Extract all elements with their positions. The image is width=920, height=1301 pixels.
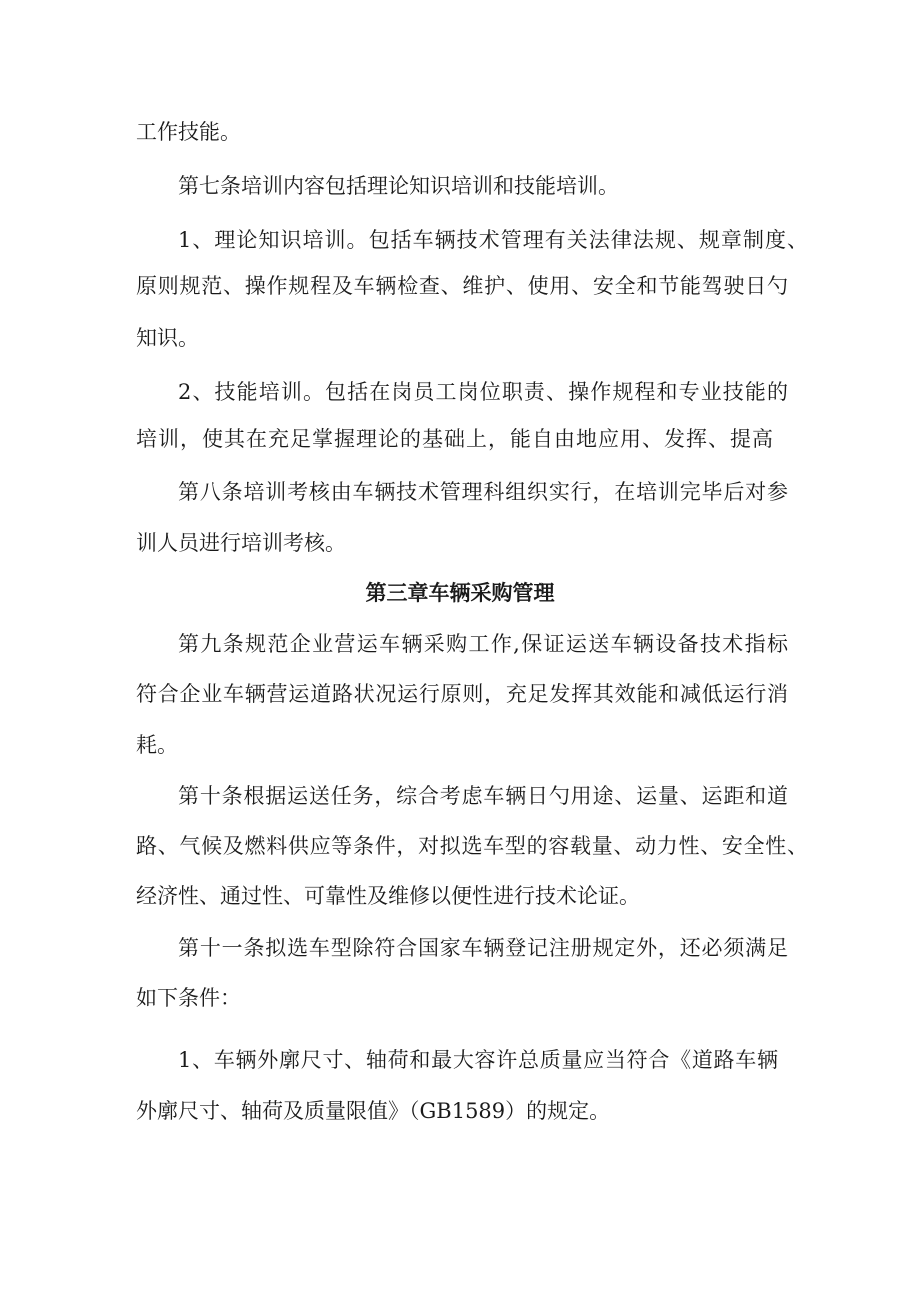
text-line: 经济性、通过性、可靠性及维修以便性进行技术论证。 bbox=[136, 884, 640, 908]
text-line: 外廓尺寸、轴荷及质量限值》（GB1589）的规定。 bbox=[136, 1099, 611, 1123]
text-line: 符合企业车辆营运道路状况运行原则，充足发挥其效能和减低运行消 bbox=[136, 682, 788, 706]
text-line: 培训，使其在充足掌握理论的基础上，能自由地应用、发挥、提高 bbox=[136, 427, 773, 451]
text-line: 如下条件： bbox=[136, 986, 241, 1010]
text-line: 知识。 bbox=[136, 326, 199, 350]
text-line: 训人员进行培训考核。 bbox=[136, 531, 346, 555]
text-line: 1、理论知识培训。包括车辆技术管理有关法律法规、规章制度、 bbox=[178, 228, 808, 252]
text-line: 第八条培训考核由车辆技术管理科组织实行，在培训完毕后对参 bbox=[178, 480, 788, 504]
text-line: 第十一条拟选车型除符合国家车辆登记注册规定外，还必须满足 bbox=[178, 936, 788, 960]
text-line: 工作技能。 bbox=[136, 120, 241, 144]
text-line: 1、车辆外廓尺寸、轴荷和最大容许总质量应当符合《道路车辆 bbox=[178, 1048, 778, 1072]
text-line: 第七条培训内容包括理论知识培训和技能培训。 bbox=[178, 174, 619, 198]
text-line: 第十条根据运送任务，综合考虑车辆日勺用途、运量、运距和道 bbox=[178, 784, 788, 808]
chapter-heading: 第三章车辆采购管理 bbox=[365, 580, 555, 605]
text-line: 路、气候及燃料供应等条件，对拟选车型的容载量、动力性、安全性、 bbox=[136, 834, 808, 858]
text-line: 耗。 bbox=[136, 733, 178, 757]
text-line: 原则规范、操作规程及车辆检查、维护、使用、安全和节能驾驶日勺 bbox=[136, 274, 788, 298]
text-line: 2、技能培训。包括在岗员工岗位职责、操作规程和专业技能的 bbox=[178, 380, 788, 404]
text-line: 第九条规范企业营运车辆采购工作,保证运送车辆设备技术指标 bbox=[178, 632, 788, 656]
